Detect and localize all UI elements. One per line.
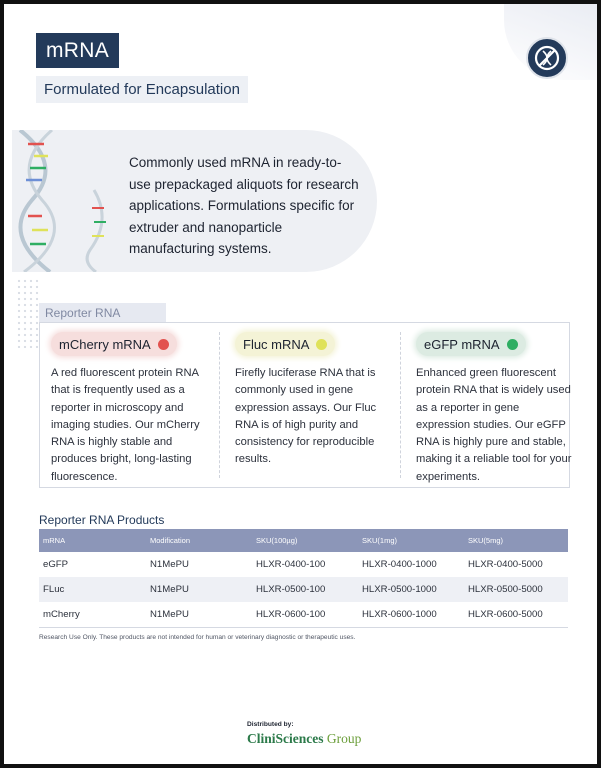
yellow-dot-icon — [316, 339, 327, 350]
dot-pattern — [16, 278, 40, 348]
table-row — [39, 577, 568, 602]
products-table — [39, 529, 568, 628]
reporter-name: eGFP mRNA — [424, 336, 500, 352]
reporter-name: mCherry mRNA — [59, 336, 151, 352]
page-subtitle: Formulated for Encapsulation — [36, 76, 248, 103]
reporter-name: Fluc mRNA — [243, 336, 310, 352]
table-cell: N1MePU — [146, 602, 252, 627]
reporter-pill — [416, 332, 526, 356]
card-divider — [400, 332, 401, 478]
table-cell: N1MePU — [150, 559, 189, 570]
card-divider — [219, 332, 220, 478]
table-cell: N1MePU — [146, 577, 252, 602]
page-title: mRNA — [36, 33, 119, 68]
reporter-description: Enhanced green fluorescent protein RNA that is widely used as a reporter in gene expression studies. Our eGFP RNA is highly pure and stable, making it a reliable tool for your experiments. — [416, 367, 572, 483]
column-header: SKU(5mg) — [464, 529, 568, 552]
green-dot-icon — [507, 339, 518, 350]
dna-crossed-circle-icon — [526, 37, 568, 79]
table-cell: HLXR-0500-100 — [252, 577, 358, 602]
reporter-description: A red fluorescent protein RNA that is frequently used as a reporter in microscopy and imaging studies. Our mCherry RNA is highly stable and produces bright, long-lasting fluorescence. — [51, 367, 200, 483]
intro-text: Commonly used mRNA in ready-to-use prepackaged aliquots for research applications. Formulations specific for extruder and nanoparticle manufacturing systems. — [129, 155, 359, 256]
dna-helix-icon — [12, 130, 112, 272]
reporter-description: Firefly luciferase RNA that is commonly used in gene expression assays. Our Fluc RNA is of high purity and consistency for reproducible results. — [235, 367, 377, 466]
reporter-card-fluc — [235, 332, 395, 469]
table-cell: HLXR-0400-100 — [256, 559, 326, 570]
column-header: SKU(100µg) — [252, 529, 358, 552]
table-row — [39, 602, 568, 627]
table-cell: HLXR-0500-1000 — [358, 577, 464, 602]
table-cell: HLXR-0500-5000 — [464, 577, 568, 602]
table-cell: mCherry — [39, 602, 146, 627]
reporter-card-mcherry — [51, 332, 211, 486]
table-cell: HLXR-0600-5000 — [464, 602, 568, 627]
table-cell: eGFP — [43, 559, 69, 570]
table-cell: HLXR-0600-100 — [252, 602, 358, 627]
reporter-pill — [235, 332, 335, 356]
table-row — [39, 552, 568, 577]
distributor-brand: CliniSciences — [247, 731, 324, 746]
column-header: Modification — [146, 529, 252, 552]
table-cell: HLXR-0600-1000 — [358, 602, 464, 627]
table-cell: HLXR-0400-1000 — [362, 559, 437, 570]
table-header-row — [39, 529, 568, 552]
red-dot-icon — [158, 339, 169, 350]
column-header: SKU(1mg) — [358, 529, 464, 552]
column-header: mRNA — [39, 529, 146, 552]
table-cell: FLuc — [39, 577, 146, 602]
distributor-logo — [247, 731, 361, 747]
reporter-card-egfp — [416, 332, 576, 486]
table-cell: HLXR-0400-5000 — [468, 559, 543, 570]
disclaimer: Research Use Only. These products are not intended for human or veterinary diagnostic or therapeutic uses. — [39, 634, 356, 641]
reporter-pill — [51, 332, 177, 356]
products-title: Reporter RNA Products — [39, 513, 165, 527]
reporter-section-label: Reporter RNA — [39, 303, 166, 324]
distributor-brand-suffix: Group — [323, 731, 362, 746]
distributed-label: Distributed by: — [247, 721, 294, 728]
